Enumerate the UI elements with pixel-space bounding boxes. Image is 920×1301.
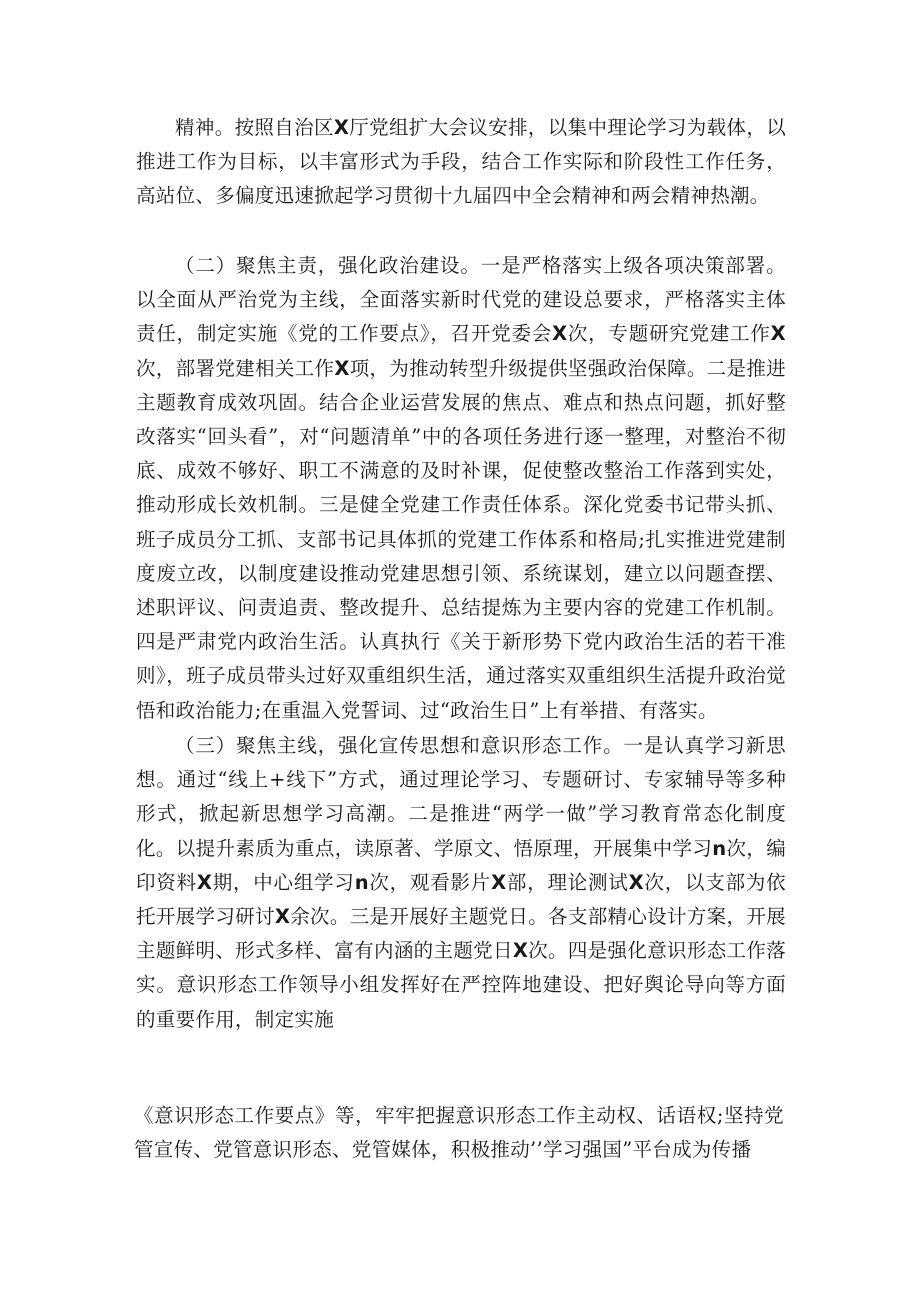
paragraph-ideology-work-points: 《意识形态工作要点》等，牢牢把握意识形态工作主动权、话语权;坚持党管宣传、党管意识形态、党管媒体，积极推动’’学习强国”平台成为传播 [134,1104,784,1162]
paragraph-study-spirit: 精神。按照自治区X厅党组扩大会议安排，以集中理论学习为载体，以推进工作为目标，以丰富形式为手段，结合工作实际和阶段性工作任务，高站位、多偏度迅速掀起学习贯彻十九届四中全会精神和两会精神热潮。 [136,116,786,208]
paragraph-political-building: （二）聚焦主责，强化政治建设。一是严格落实上级各项决策部署。以全面从严治党为主线，全面落实新时代党的建设总要求，严格落实主体责任，制定实施《党的工作要点》，召开党委会X次，专题研究党建工作X次，部署党建相关工作X项，为推动转型升级提供坚强政治保障。二是推进主题教育成效巩固。结合企业运营发展的焦点、难点和热点问题，抓好整改落实“回头看”，对“问题清单”中的各项任务进行逐一整理，对整治不彻底、成效不够好、职工不满意的及时补课，促使整改整治工作落到实处，推动形成长效机制。三是健全党建工作责任体系。深化党委书记带头抓、班子成员分工抓、支部书记具体抓的党建工作体系和格局;扎实推进党建制度废立改，以制度建设推动党建思想引领、系统谋划，建立以问题查摆、述职评议、问责追责、整改提升、总结提炼为主要内容的党建工作机制。四是严肃党内政治生活。认真执行《关于新形势下党内政治生活的若干准则》，班子成员带头过好双重组织生活，通过落实双重组织生活提升政治觉悟和政治能力;在重温入党誓词、过“政治生日”上有举措、有落实。 [136,254,786,722]
paragraph-publicity-ideology: （三）聚焦主线，强化宣传思想和意识形态工作。一是认真学习新思想。通过“线上+线下”方式，通过理论学习、专题研讨、专家辅导等多种形式，掀起新思想学习高潮。二是推进“两学一做”学习教育常态化制度化。以提升素质为重点，读原著、学原文、悟原理，开展集中学习n次，编印资料X期，中心组学习n次，观看影片X部，理论测试X次，以支部为依托开展学习研讨X余次。三是开展好主题党日。各支部精心设计方案，开展主题鲜明、形式多样、富有内涵的主题党日X次。四是强化意识形态工作落实。意识形态工作领导小组发挥好在严控阵地建设、把好舆论导向等方面的重要作用，制定实施 [136,734,786,1031]
